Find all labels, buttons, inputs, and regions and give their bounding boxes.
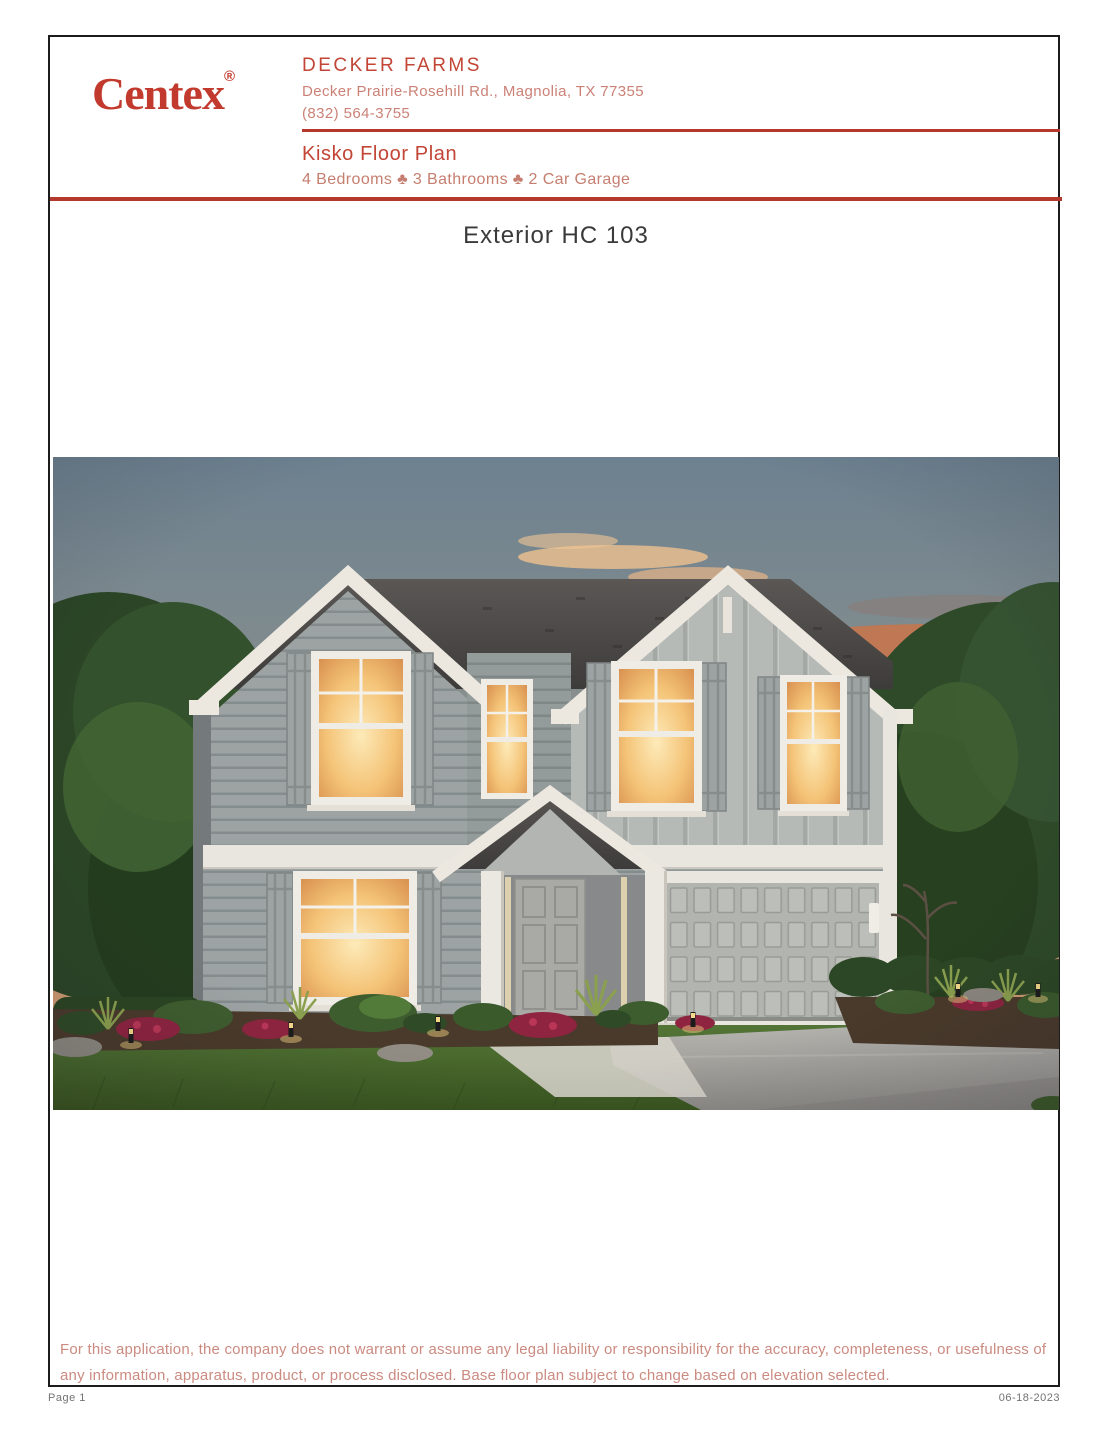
exterior-photo: [53, 457, 1059, 1110]
footer-page-number: Page 1: [48, 1392, 86, 1404]
plan-specs: 4 Bedrooms ♣ 3 Bathrooms ♣ 2 Car Garage: [302, 171, 631, 188]
exterior-rendering: [53, 457, 1059, 1110]
section-divider: [50, 197, 1062, 201]
community-phone: (832) 564-3755: [302, 105, 411, 122]
community-address: Decker Prairie-Rosehill Rd., Magnolia, TX 77355: [302, 83, 645, 100]
centex-logo-text: Centex: [92, 68, 224, 119]
vignette: [53, 457, 1059, 1110]
centex-logo: [92, 67, 234, 120]
community-name: DECKER FARMS: [302, 55, 482, 76]
page-border: [48, 35, 1060, 1387]
footer-date: 06-18-2023: [998, 1392, 1060, 1404]
disclaimer-text: For this application, the company does not warrant or assume any legal liability or responsibility for the accuracy, completeness, or usefulness of any information, apparatus, product, or process disclosed. Base floor plan subject to change based on elevation selected.: [60, 1341, 1047, 1384]
exterior-title: Exterior HC 103: [463, 222, 649, 249]
plan-name: Kisko Floor Plan: [302, 143, 458, 165]
header-divider: [302, 129, 1060, 132]
registered-mark-icon: ®: [223, 68, 235, 85]
